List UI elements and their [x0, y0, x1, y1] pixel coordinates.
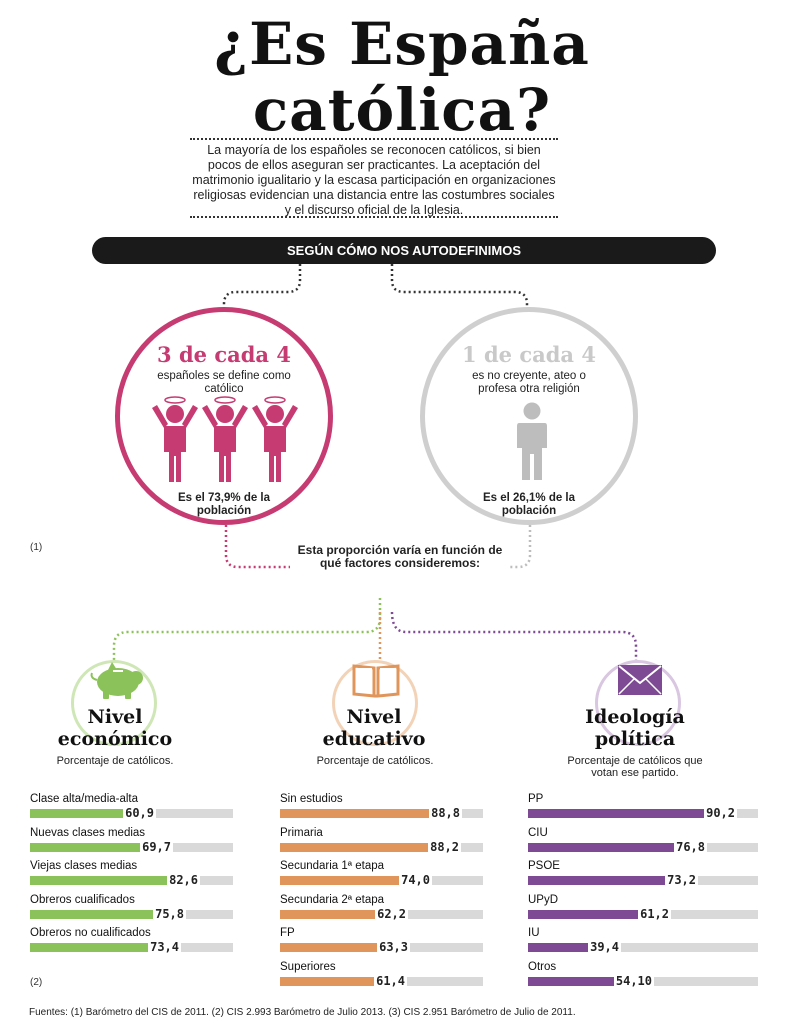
bar-track: [528, 906, 758, 921]
bar-label: PP: [528, 793, 544, 805]
bar-track: [280, 906, 483, 921]
catholic-description: españoles se define como católico: [157, 370, 291, 395]
catholic-circle: [115, 307, 333, 525]
politics-subtitle: Porcentaje de católicos que votan ese partido.: [567, 755, 703, 779]
bar-value-label: 73,4: [150, 940, 179, 954]
bar-label: Otros: [528, 960, 557, 973]
bar-label: Sin estudios: [280, 793, 343, 805]
section-banner: SEGÚN CÓMO NOS AUTODEFINIMOS: [92, 237, 716, 264]
bar-value-label: 69,7: [142, 839, 171, 854]
bar-track: [528, 940, 758, 954]
intro-paragraph: La mayoría de los españoles se reconocen católicos, si bien pocos de ellos aseguran ser practicantes. La aceptación del matrimonio igualitario y la escasa participación en organizaciones religiosas evidencian una distancia entre las costumbres sociales y el discurso oficial de la Iglesia.: [192, 143, 556, 217]
bar-label: IU: [528, 927, 540, 939]
bar-value-label: 76,8: [676, 839, 705, 854]
three-people-icon: [150, 394, 300, 484]
bar-label: UPyD: [528, 893, 559, 906]
bar-label: Secundaria 2ª etapa: [280, 893, 384, 906]
non-catholic-headline: 1 de cada 4: [462, 342, 596, 367]
bar-value-label: 74,0: [401, 873, 430, 887]
person-icon: [515, 402, 549, 482]
page-title-line-1: ¿Es España: [214, 10, 590, 78]
catholic-headline: 3 de cada 4: [157, 342, 291, 367]
piggy-bank-icon: [88, 660, 146, 700]
bar-track: [280, 973, 483, 988]
bar-label: Obreros no cualificados: [30, 927, 151, 939]
non-catholic-description: es no creyente, ateo o profesa otra religión: [472, 370, 586, 395]
bar-value-label: 54,10: [615, 973, 652, 988]
bar-track: [280, 806, 483, 820]
book-icon: [350, 660, 402, 700]
page-title-line-2: católica?: [252, 76, 552, 144]
economic-title: Nivel económico: [57, 706, 173, 750]
politics-title: Ideología política: [585, 706, 685, 750]
bar-track: [280, 839, 483, 854]
bar-value-label: 88,2: [430, 839, 459, 854]
bar-label: Superiores: [280, 960, 336, 973]
bar-track: [280, 873, 483, 887]
bar-value-label: 62,2: [377, 906, 406, 921]
bar-value-label: 75,8: [155, 906, 184, 921]
education-subtitle: Porcentaje de católicos.: [316, 755, 434, 767]
bar-label: Viejas clases medias: [30, 860, 138, 872]
bar-track: [528, 806, 758, 820]
bar-label: CIU: [528, 826, 548, 839]
bar-label: Clase alta/media-alta: [30, 793, 139, 805]
bar-label: Nuevas clases medias: [30, 826, 146, 839]
bar-label: Primaria: [280, 826, 323, 839]
sources-footer: Fuentes: (1) Barómetro del CIS de 2011. (2) CIS 2.993 Barómetro de Julio 2013. (3) CIS 2.951 Barómetro de Julio de 2011.: [29, 1007, 576, 1018]
bar-value-label: 61,2: [640, 906, 669, 921]
bridge-text: Esta proporción varía en función de qué factores consideremos:: [297, 543, 503, 570]
bar-track: [528, 839, 758, 854]
bar-value-label: 39,4: [590, 940, 619, 954]
economic-subtitle: Porcentaje de católicos.: [56, 755, 174, 767]
envelope-icon: [617, 664, 663, 696]
bar-label: Obreros cualificados: [30, 893, 135, 906]
bar-track: [30, 806, 233, 820]
bar-track: [30, 906, 233, 921]
bar-track: [30, 873, 233, 887]
bar-label: Secundaria 1ª etapa: [280, 860, 384, 872]
bar-value-label: 60,9: [125, 806, 154, 820]
bar-label: FP: [280, 927, 295, 939]
non-catholic-share: Es el 26,1% de la población: [482, 492, 576, 517]
bar-value-label: 61,4: [376, 973, 405, 988]
bar-label: PSOE: [528, 860, 560, 872]
footnote-marker-1: (1): [30, 542, 43, 553]
bar-value-label: 63,3: [379, 940, 408, 954]
non-catholic-circle: [420, 307, 638, 525]
catholic-share: Es el 73,9% de la población: [177, 492, 271, 517]
bar-track: [30, 940, 233, 954]
bar-track: [528, 873, 758, 887]
bar-track: [30, 839, 233, 854]
bar-value-label: 73,2: [667, 873, 696, 887]
bar-value-label: 82,6: [169, 873, 198, 887]
education-title: Nivel educativo: [322, 706, 426, 750]
bar-track: [528, 973, 758, 988]
bar-track: [280, 940, 483, 954]
bar-value-label: 88,8: [431, 806, 460, 820]
footnote-marker-2: (2): [30, 977, 43, 988]
bar-value-label: 90,2: [706, 806, 735, 820]
